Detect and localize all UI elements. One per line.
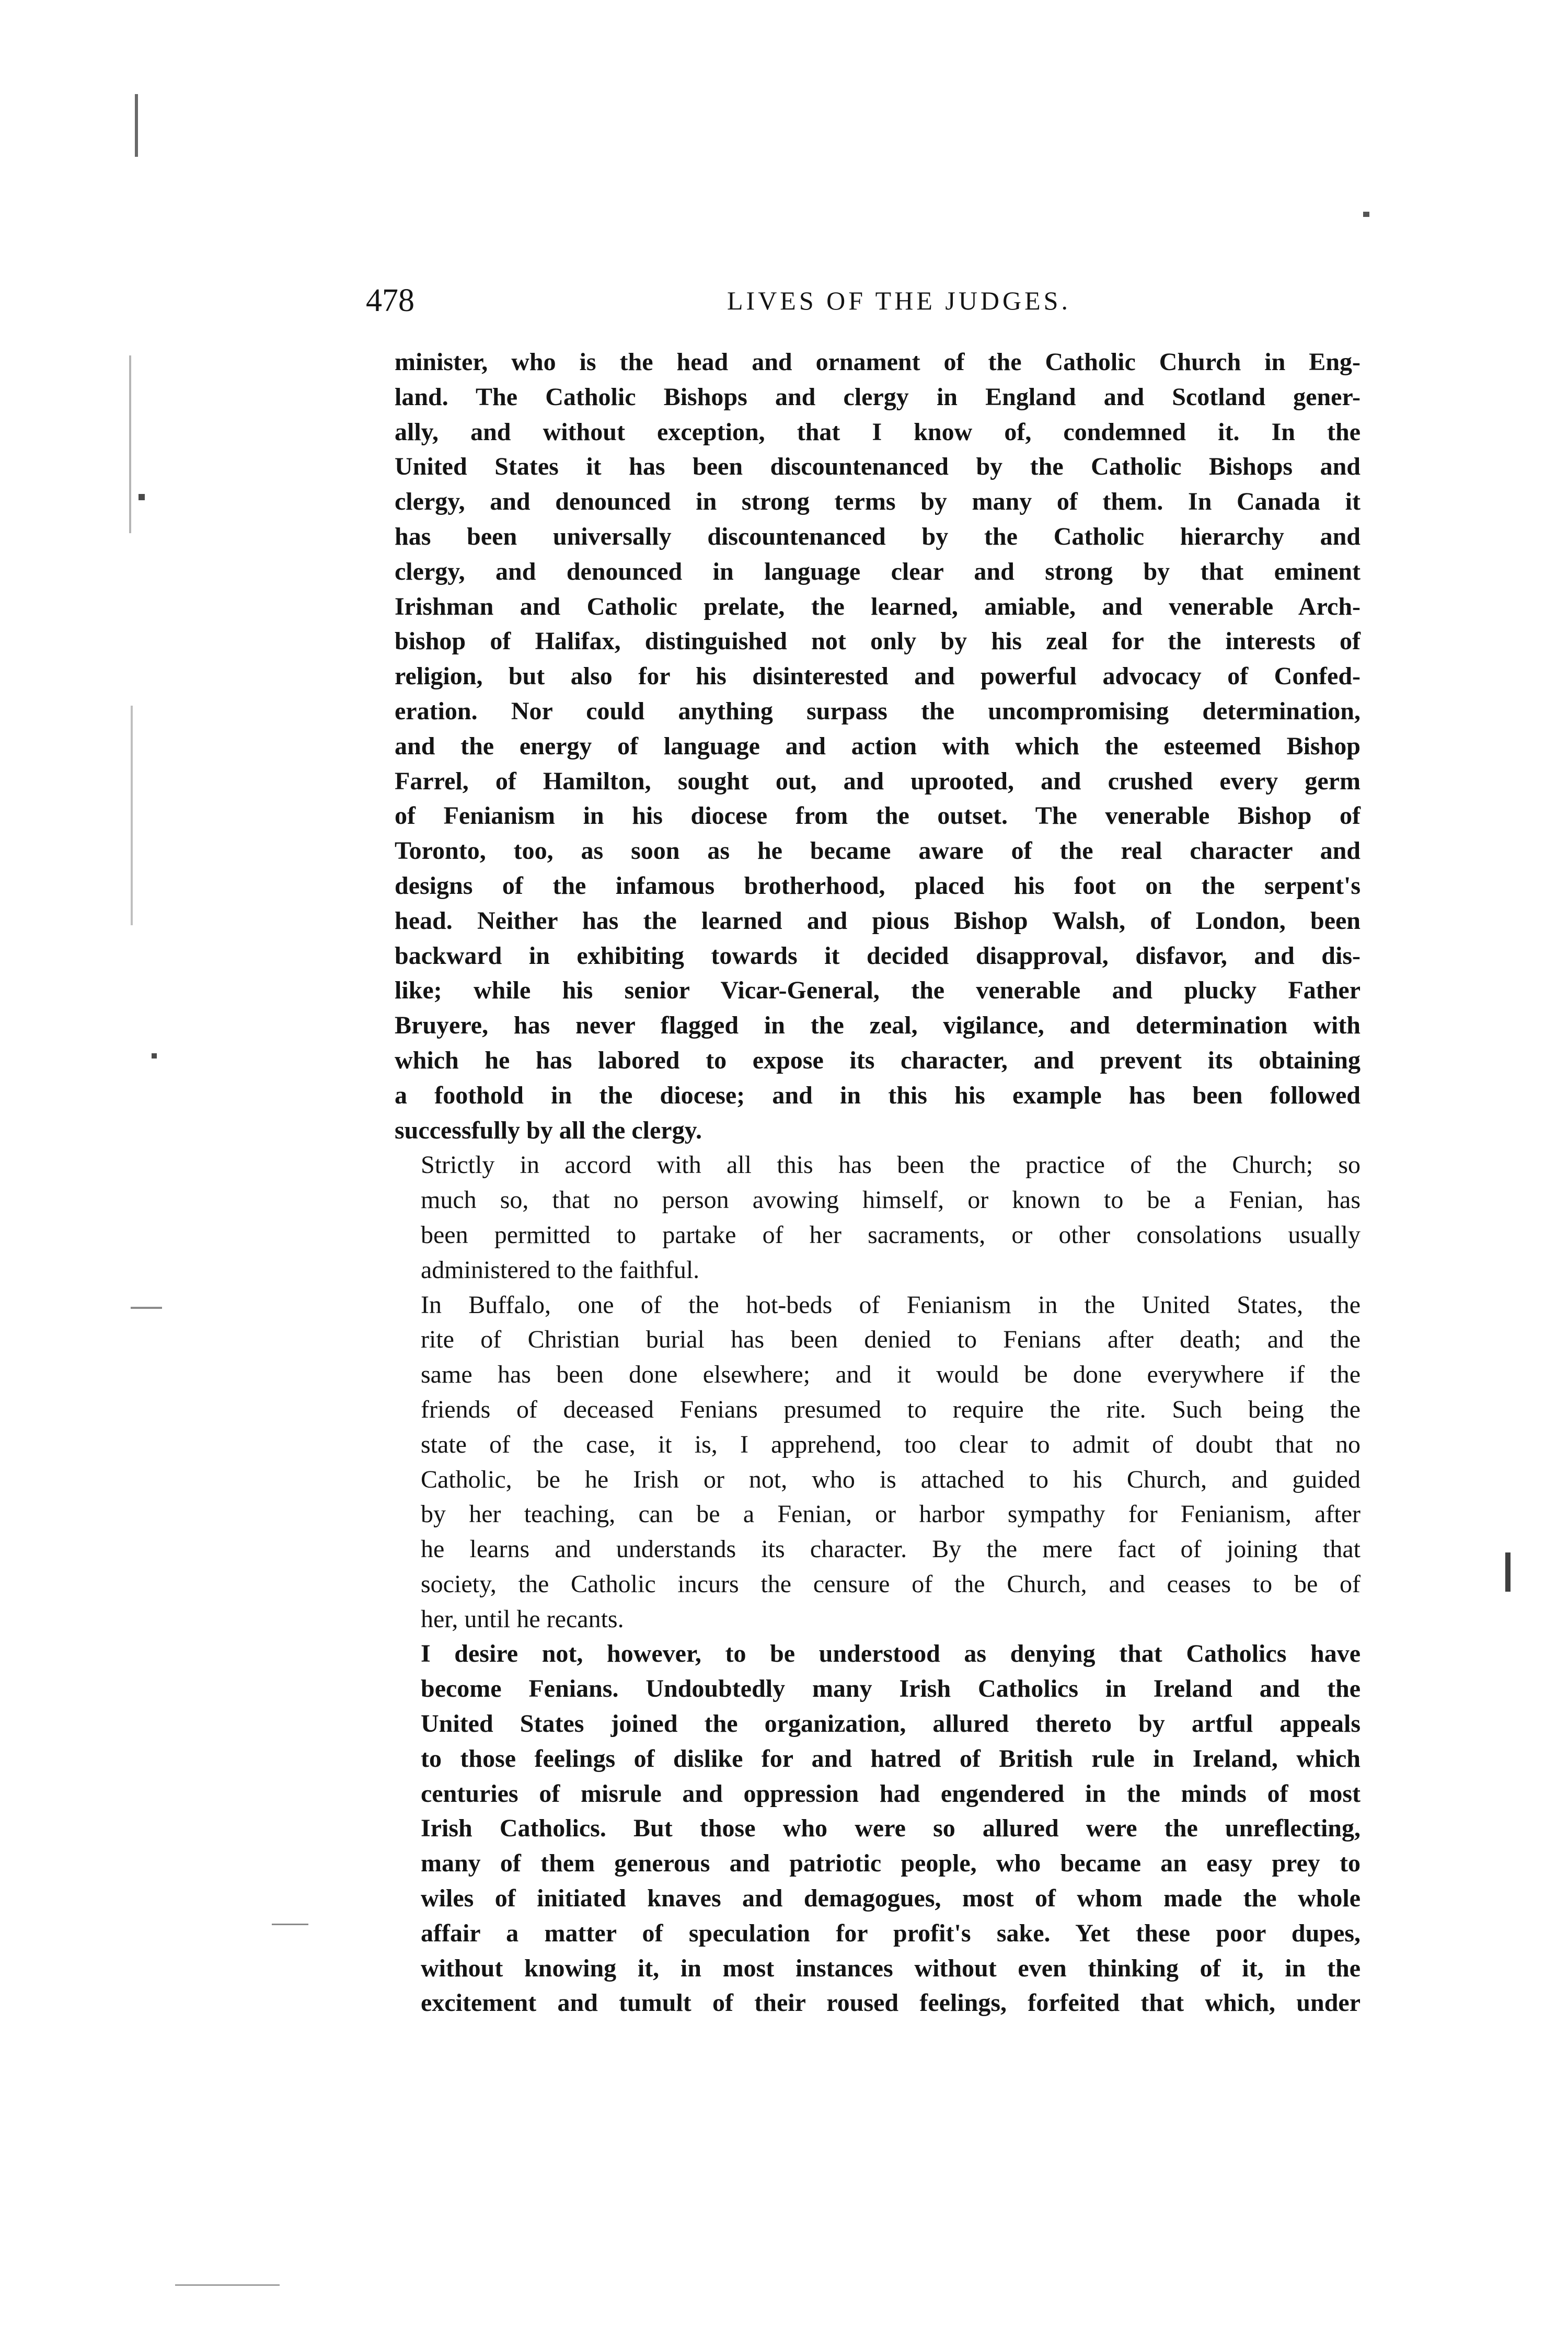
running-title: LIVES OF THE JUDGES. — [727, 286, 1071, 315]
text-line: without knowing it, in most instances without even thinking of it, in the — [421, 1954, 1361, 1982]
text-line: clergy, and denounced in strong terms by many of them. In Canada it — [395, 488, 1361, 516]
scan-artifact-mark — [152, 1053, 157, 1059]
text-line: Bruyere, has never flagged in the zeal, vigilance, and determination with — [395, 1011, 1361, 1040]
text-line: wiles of initiated knaves and demagogues, most of whom made the whole — [421, 1884, 1361, 1913]
text-line: like; while his senior Vicar-General, the venerable and plucky Father — [395, 976, 1361, 1005]
text-line: clergy, and denounced in language clear and strong by that eminent — [395, 557, 1361, 585]
scan-artifact-mark — [135, 94, 138, 157]
text-line: and the energy of language and action with which the esteemed Bishop — [395, 732, 1361, 760]
text-line: which he has labored to expose its character, and prevent its obtaining — [395, 1046, 1361, 1074]
scan-artifact-mark — [175, 2284, 280, 2286]
text-line: by her teaching, can be a Fenian, or harbor sympathy for Fenianism, after — [421, 1500, 1361, 1528]
text-line: United States joined the organization, allured thereto by artful appeals — [421, 1710, 1361, 1738]
text-line: administered to the faithful. — [421, 1256, 700, 1284]
text-line: eration. Nor could anything surpass the uncompromising determination, — [395, 697, 1361, 725]
text-line: I desire not, however, to be understood as denying that Catholics have — [421, 1640, 1361, 1668]
text-line: minister, who is the head and ornament of the Catholic Church in Eng- — [395, 348, 1361, 376]
body-text — [395, 345, 1361, 2021]
text-line: bishop of Halifax, distinguished not only by his zeal for the interests of — [395, 627, 1361, 655]
text-line: state of the case, it is, I apprehend, too clear to admit of doubt that no — [421, 1430, 1361, 1458]
paragraph-1 — [395, 345, 1361, 1148]
text-line: ally, and without exception, that I know of, condemned it. In the — [395, 418, 1361, 446]
text-line: Irish Catholics. But those who were so allured were the unreflecting, — [421, 1814, 1361, 1843]
text-line: Catholic, be he Irish or not, who is attached to his Church, and guided — [421, 1465, 1361, 1493]
text-line: friends of deceased Fenians presumed to require the rite. Such being the — [421, 1395, 1361, 1423]
text-line: has been universally discountenanced by the Catholic hierarchy and — [395, 522, 1361, 550]
text-line: affair a matter of speculation for profit's sake. Yet these poor dupes, — [421, 1919, 1361, 1947]
text-line: head. Neither has the learned and pious Bishop Walsh, of London, been — [395, 906, 1361, 935]
text-line: excitement and tumult of their roused feelings, forfeited that which, under — [421, 1989, 1361, 2017]
text-line: Farrel, of Hamilton, sought out, and uprooted, and crushed every germ — [395, 767, 1361, 795]
text-line: Strictly in accord with all this has been the practice of the Church; so — [421, 1151, 1361, 1179]
text-line: successfully by all the clergy. — [395, 1116, 702, 1144]
text-line: religion, but also for his disinterested and powerful advocacy of Confed- — [395, 662, 1361, 691]
scan-artifact-mark — [139, 494, 145, 500]
page-header — [366, 277, 1364, 324]
text-line: many of them generous and patriotic people, who became an easy prey to — [421, 1849, 1361, 1878]
text-line: backward in exhibiting towards it decided disapproval, disfavor, and dis- — [395, 941, 1361, 970]
text-line: society, the Catholic incurs the censure of the Church, and ceases to be of — [421, 1570, 1361, 1598]
text-line: of Fenianism in his diocese from the outset. The venerable Bishop of — [395, 802, 1361, 830]
text-line: become Fenians. Undoubtedly many Irish Catholics in Ireland and the — [421, 1675, 1361, 1703]
text-line: centuries of misrule and oppression had engendered in the minds of most — [421, 1779, 1361, 1808]
text-line: Toronto, too, as soon as he became aware of the real character and — [395, 837, 1361, 865]
text-line: designs of the infamous brotherhood, placed his foot on the serpent's — [395, 871, 1361, 900]
text-line: he learns and understands its character. By the mere fact of joining that — [421, 1535, 1361, 1563]
paragraph-4 — [395, 1637, 1361, 2021]
scan-artifact-mark — [272, 1924, 308, 1925]
paragraph-2 — [395, 1148, 1361, 1287]
text-line: land. The Catholic Bishops and clergy in England and Scotland gener- — [395, 383, 1361, 411]
scan-artifact-mark — [1505, 1552, 1511, 1592]
text-line: Irishman and Catholic prelate, the learned, amiable, and venerable Arch- — [395, 592, 1361, 620]
text-line: much so, that no person avowing himself, or known to be a Fenian, has — [421, 1186, 1361, 1214]
scan-artifact-mark — [131, 1307, 162, 1309]
text-line: In Buffalo, one of the hot-beds of Fenianism in the United States, the — [421, 1291, 1361, 1319]
text-line: same has been done elsewhere; and it would be done everywhere if the — [421, 1361, 1361, 1389]
scan-artifact-mark — [129, 355, 131, 533]
paragraph-3 — [395, 1288, 1361, 1637]
text-line: been permitted to partake of her sacraments, or other consolations usually — [421, 1221, 1361, 1249]
text-line: to those feelings of dislike for and hatred of British rule in Ireland, which — [421, 1744, 1361, 1773]
text-line: United States it has been discountenanced by the Catholic Bishops and — [395, 453, 1361, 481]
scan-artifact-mark — [1363, 212, 1369, 217]
text-line: her, until he recants. — [421, 1605, 624, 1633]
text-line: rite of Christian burial has been denied to Fenians after death; and the — [421, 1326, 1361, 1354]
text-line: a foothold in the diocese; and in this his example has been followed — [395, 1081, 1361, 1109]
scan-artifact-mark — [131, 706, 133, 925]
page-number: 478 — [366, 283, 414, 318]
